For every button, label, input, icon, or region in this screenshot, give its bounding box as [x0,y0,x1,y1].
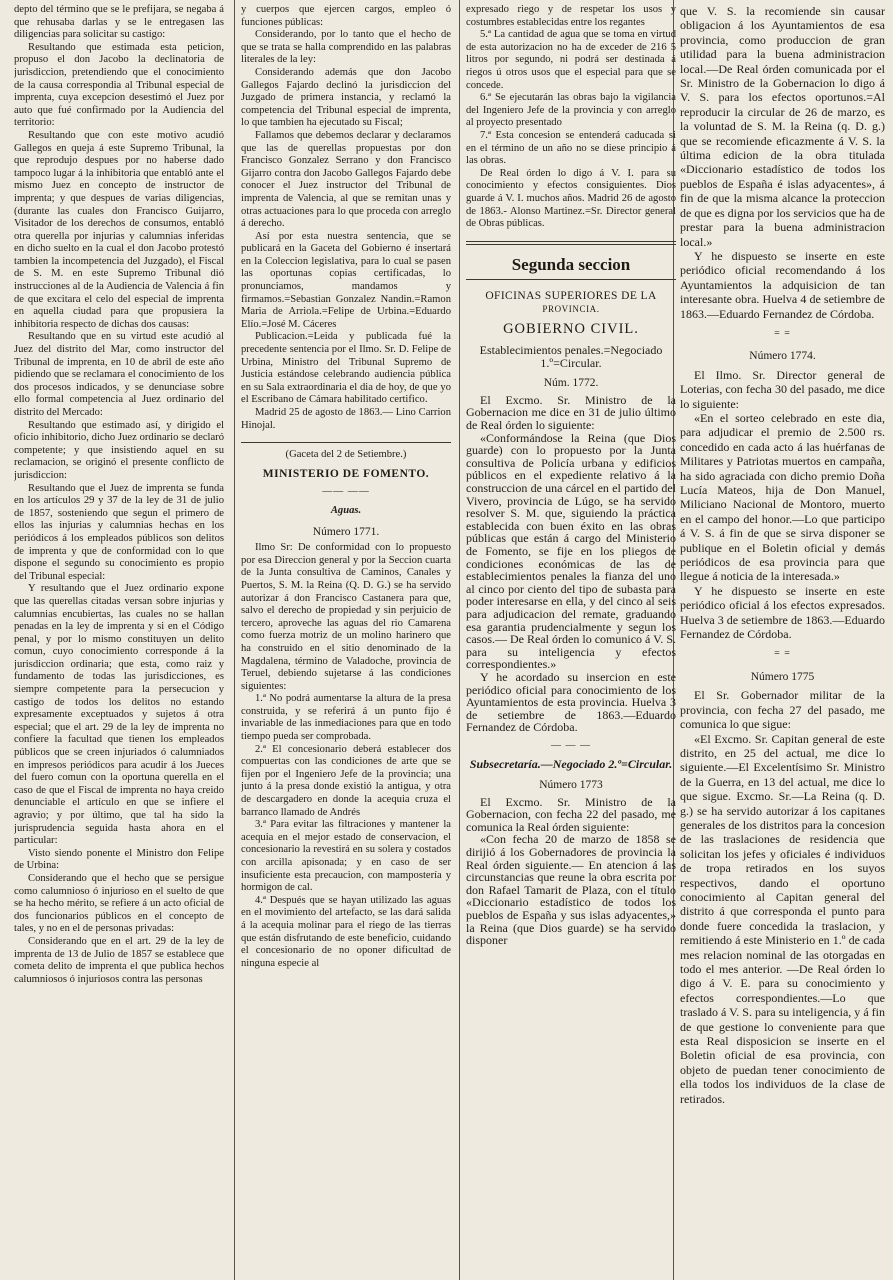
paragraph: depto del término que se le prefijara, se negaba á que rehusaba darlas y se le entregasen las diligencias para solicitar su castigo: [14,4,224,41]
paragraph: Considerando además que don Jacobo Gallegos Fajardo declinó la jurisdiccion del Juzgado de primera instancia, y reclamó la competencia del Tribunal especial de imprenta, lo que tambien ha ejecutado su Fiscal; [241,66,451,129]
paragraph: 2.ª El concesionario deberá establecer dos compuertas con las condiciones de arte que se fijen por el Ingeniero Jefe de la provincia; una junto á la presa donde existió la antigua, y otra de descargadero en donde la acequia cruza el barranco llamado de Andrés [241,743,451,818]
number-1773: Número 1773 [539,779,603,792]
column-rule [459,0,460,1280]
divider [466,279,676,280]
number-1771: Número 1771. [312,525,380,538]
aguas-heading: Aguas. [330,504,362,516]
paragraph: «Conformándose la Reina (que Dios guarde) con lo propuesto por la Junta consultiva de Policía urbana y edificios públicos en el expediente relativo á la construccion de una cárcel en el partido del Vivero, provincia de Lúgo, se ha servido resolver S. M. que, siguiendo la práctica establecida con buen éxito en las obras públicas que están á cargo del Ministerio de Fomento, se fije en los pliegos de condiciones económicas de las de establecimientos penales la fianza del uno al cinco por ciento del tipo de subasta para poder interesarse en ella, y del cinco al seis para adjudicacion del remate, graduando esa garantia prudencialmente y segun los casos.— De Real órden lo comunico á V. S. para su inteligencia y efectos correspondientes.» [466,430,676,672]
paragraph: «Con fecha 20 de marzo de 1858 se dirijió á los Gobernadores de provincia la Real órden siguiente.— En atencion á las circunstancias que reune la obra escrita por don Rafael Tamarit de Plaza, con el título «Diccionario estadístico de todos los pueblos de España y sus islas adyacentes,» la Reina (que Dios guarde) se ha servido disponer [466,832,676,948]
paragraph: Madrid 25 de agosto de 1863.— Lino Carrion Hinojal. [241,407,451,431]
paragraph: Y he acordado su insercion en este periódico oficial para conocimiento de los Ayuntamientos de esta provincia. Huelva 3 de setiembre de 1863.—Eduardo Fernandez de Córdoba. [466,669,676,735]
number-1772: Núm. 1772. [543,377,599,390]
paragraph: y cuerpos que ejercen cargos, empleo ó funciones públicas: [241,4,451,28]
paragraph: Resultando que estimado así, y dirigido el oficio inhibitorio, dicho Juez ordinario se declaró competente; y que insistiendo aquel en su reclamacion, se originó el presente conflicto de jurisdiccion: [14,419,224,481]
paragraph: «El Excmo. Sr. Capitan general de este distrito, en 25 del actual, me dice lo siguiente.—El Excelentísimo Sr. Ministro de la Guerra, en 13 del actual, me dice lo que sigue. Excmo. Sr.—La Reina (q. D. g.) se ha servido autorizar á los capitanes generales de los distritos para la concesion de las traslaciones de residencia que solicitan los jefes y oficiales é individuos de tropa retirados en los suyos respectivos, dando el oportuno conocimiento al Capitan general del distrito á que corresponda el punto para donde fuere concedida la traslacion, y remitiendo á este Ministerio en 1.º de cada mes relacion nominal de las otorgadas en todo el mes anterior. —De Real órden lo digo á V. E. para su conocimiento y efectos correspondientes.—Lo que traslado á V. S. para su inteligencia, y á fin de que gestione lo conveniente para que esta Real disposicion se inserte en el Boletin oficial de esa provincia, con objeto de puedan tener conocimiento de ella todos los individuos de la clase de retirados. [680,731,885,1106]
establecimientos-heading: Establecimientos penales.=Negociado 1.º=Circular. [479,343,663,370]
number-1775: Número 1775 [750,670,815,683]
paragraph: Fallamos que debemos declarar y declaramos que las de querellas propuestas por don Francisco Gonzalez Serrano y don Francisco Gijarro contra don Jacobo Gallegos Fajardo debe conocer el Juez instructor del Tribunal de imprenta de Valencia, al que se remitan unas y otras actuaciones para lo que proceda con arreglo á derecho. [241,129,451,230]
subsecretaria-heading: Subsecretaría.—Negociado 2.º=Circular. [469,757,673,772]
paragraph: El Excmo. Sr. Ministro de la Gobernacion me dice en 31 de julio último de Real órden lo siguiente: [466,392,676,433]
paragraph: Así por esta nuestra sentencia, que se publicará en la Gaceta del Gobierno é insertará en la Coleccion legislativa, para lo cual se pasen las oportunas copias certificadas, lo pronunciamos, mandamos y firmamos.=Sebastian Gonzalez Nandin.=Ramon Maria de Arriola.=Felipe de Urbina.=Eduardo Elío.=José M. Cáceres [241,230,451,330]
paragraph: El Sr. Gobernador militar de la provincia, con fecha 27 del pasado, me comunica lo que sigue: [680,688,885,732]
paragraph: «En el sorteo celebrado en este dia, para adjudicar el premio de 2.500 rs. concedido en cada acto á las huérfanas de Militares y Patriotas muertos en campaña, ha sido agraciada con dicho premio Doña Lucía Mateos, hija de Don Manuel, Miliciano Nacional de Montoro, muerto en el campo del honor.—Lo que participo á V. S. á fin de que se sirva disponer se publique en el Boletin oficial y demás periódicos de esa provincia para que llegue á noticia de la interesada.» [680,410,885,584]
paragraph: De Real órden lo digo á V. I. para su conocimiento y efectos consiguientes. Dios guarde á V. I. muchos años. Madrid 26 de agosto de 1863.- Alonso Martinez.=Sr. Director general de Obras públicas. [466,167,676,230]
column-1 [14,4,224,1274]
paragraph: Resultando que en su virtud este acudió al Juez del distrito del Mar, como instructor del Tribunal de imprenta, en 10 de abril de este año pidiendo que se reclamara el conocimiento de los dos procesos indicados, y se denunciase sobre ello formal competencia al Juez ordinario del distrito del Mercado: [14,331,224,418]
paragraph: que V. S. la recomiende sin causar obligacion á los Ayuntamientos de esa provincia, como produccion de gran utilidad para la buena administracion local.—De Real órden comunicada por el Sr. Ministro de la Gobernacion lo digo á V. S. para los efectos oportunos.=Al reproducir la circular de 26 de marzo, es la voluntad de S. M. la Reina (q. D. g.) que se recomiende eficazmente á V. S. la última edicion de la obra titulada «Diccionario estadístico de todos los pueblos de España é islas adyacentes», á fin de que la misma alcance la proteccion de que es digna por los servicios que ha de prestar para la buena administracion local.» [680,4,885,249]
oficinas-heading: OFICINAS SUPERIORES DE LA [485,290,657,303]
gaceta-date: (Gaceta del 2 de Setiembre.) [285,449,407,461]
paragraph: El Ilmo. Sr. Director general de Loterias, con fecha 30 del pasado, me dice lo siguiente: [680,367,885,411]
column-2 [241,4,451,1274]
paragraph: 3.ª Para evitar las filtraciones y mantener la acequia en el mejor estado de conservacion, el concesionario la revestirá en su solera y costados con arcilla apisonada; y en caso de ser insuficiente esta precaucion, con mampostería y hormigon de cal. [241,819,451,894]
ministerio-heading: MINISTERIO DE FOMENTO. [262,467,430,480]
paragraph: 6.ª Se ejecutarán las obras bajo la vigilancia del Ingeniero Jefe de la provincia y con arreglo al proyecto presentado [466,92,676,129]
paragraph: Publicacion.=Leida y publicada fué la precedente sentencia por el Ilmo. Sr. D. Felipe de Urbina, Ministro del Tribunal Supremo de Justicia estándose celebrando audiencia pública en su Sala extraordinaria el dia de hoy, de que yo el Escribano de Cámara habilitado certifico. [241,331,451,406]
paragraph: Considerando que en el art. 29 de la ley de imprenta de 13 de Julio de 1857 se establece que cometa delito de imprenta el que publica hechos calumniosos ó injuriosos contra las personas [14,935,224,985]
paragraph: Visto siendo ponente el Ministro don Felipe de Urbina: [14,847,224,872]
separator: = = [774,327,791,339]
separator: — — — [551,739,591,751]
provincia-heading: PROVINCIA. [542,303,600,314]
paragraph: 5.ª La cantidad de agua que se toma en virtud de esta autorizacion no ha de exceder de 216 5 litros por segundo, ni podrá ser destinada á riegos ú otros usos que el especial para que se concede. [466,29,676,91]
divider [466,241,676,242]
gobierno-civil-heading: GOBIERNO CIVIL. [503,321,639,338]
paragraph: El Excmo. Sr. Ministro de la Gobernacion, con fecha 22 del pasado, me comunica la Real órden siguiente: [466,794,676,834]
paragraph: Resultando que el Juez de imprenta se funda en los artículos 29 y 37 de la ley de 31 de julio de 1857, sosteniendo que segun el primero de ellos las injurias y calumnias hechas en los periódicos á los empleados públicos son delitos de imprenta y que de conformidad con lo que dispone el segundo su conocimiento es propio del Tribunal especial: [14,482,224,582]
number-1774: Número 1774. [749,350,816,363]
column-3 [466,4,676,1274]
paragraph: Y resultando que el Juez ordinario expone que las querellas citadas versan sobre injurias y calumnias encubiertas, las cuales no se hallan penadas en la ley de imprenta y si en el Código penal, y por lo mismo constituyen un delito comun, cuyo conocimiento corresponde á la jurisdiccion ordinaria; que esta, como raiz y fundamento de todas las jurisdicciones, es siempre competente para la persecucion y castigo de todos los delitos no estando expresamente exceptuados y sujetos á otra especial; que el art. 29 de la ley de imprenta no confiere la facultad que tienen los empleados públicos que se creen injuriados ó calumniados en impresos periódicos para acudir á los Jueces del fuero comun con la oportuna querella en el caso de que el Fiscal de imprenta no haya creido denunciable el artículo en que se infiere el agravio; y por último, que tal ha sido la jurisprudencia seguida hasta ahora en el particular: [14,583,224,847]
paragraph: 1.ª No podrá aumentarse la altura de la presa construida, y se referirá á un punto fijo é invariable de las inmediaciones para que en todo tiempo pueda ser comprobada. [241,693,451,743]
divider [241,442,451,443]
separator: —— —— [322,486,370,498]
paragraph: Considerando, por lo tanto que el hecho de que se trata se halla comprendido en las palabras literales de la ley: [241,29,451,66]
paragraph: 4.ª Después que se hayan utilizado las aguas en el movimiento del artefacto, se las dará salida á la acequia molinar para el riego de las tierras que están disfrutando de este beneficio, cuidando el concesionario de no oponer dificultad de ninguna especie al [241,894,451,969]
paragraph: Ilmo Sr: De conformidad con lo propuesto por esa Direccion general y por la Seccion cuarta de la Junta consultiva de Caminos, Canales y Puertos, S. M. la Reina (Q. D. G.) se ha servido autorizar á don Francisco Castanera para que, salvo el derecho de propiedad y sin perjuicio de tercero, aproveche las aguas del rio Camarena como fuerza motriz de un molino harinero que ha construido en el sitio denominado de la Magdalena, término de Valadoche, provincia de Teruel, debiendo sujetarse á las condiciones siguientes: [241,542,451,692]
segunda-seccion-heading: Segunda seccion [511,254,631,274]
paragraph: Y he dispuesto se inserte en este periódico oficial á los efectos expresados. Huelva 3 de setiembre de 1863.—Eduardo Fernandez de Córdoba. [680,583,885,642]
separator: = = [774,648,791,660]
column-rule [234,0,235,1280]
paragraph: expresado riego y de respetar los usos y costumbres establecidas entre los regantes [466,4,676,28]
paragraph: 7.ª Esta concesion se entenderá caducada si en el término de un año no se diese principio á las obras. [466,129,676,167]
paragraph: Resultando que con este motivo acudió Gallegos en queja á este Supremo Tribunal, la que reprodujo despues por no haberse dado tampoco lugar á la inhibitoria que entabló ante el mismo Juez en concepto de instructor de imprenta; y que despues de varias diligencias, (durante las cuales don Francisco Guijarro, Visitador de los derechos de consumos, entabló otra querella por injurias y calumnias inferidas en dicho suelto en la cual el don Jacobo protestó tambien la incompetencia del Juzgado), el Fiscal de S. M. en este Supremo Tribunal dió instrucciones al de la Audiencia de Valencia á fin de que excitara el celo del especial de imprenta en aquella ciudad para que propusiera la inhibitoria respecto de dichas dos causas: [14,129,224,330]
divider [466,244,676,245]
column-4 [680,4,885,1274]
paragraph: Considerando que el hecho que se persigue como calumnioso ó injurioso en el suelto de que se ha hecho mérito, se refiere á un acto oficial de dos funcionarios públicos en el concepto de tales, y no en el de personas privadas: [14,872,224,935]
paragraph: Resultando que estimada esta peticion, propuso el don Jacobo la declinatoria de jurisdiccion, pretendiendo que el conocimiento de la causa correspondia al Tribunal especial de imprenta, cuya excepcion desestimó el Juez por auto que fué confirmado por la Audiencia del territorio: [14,41,224,129]
paragraph: Y he dispuesto se inserte en este periódico oficial recomendando á los Ayuntamientos la adquisicion de tan interesante obra. Huelva 4 de setiembre de 1863.—Eduardo Fernandez de Córdoba. [680,248,885,321]
